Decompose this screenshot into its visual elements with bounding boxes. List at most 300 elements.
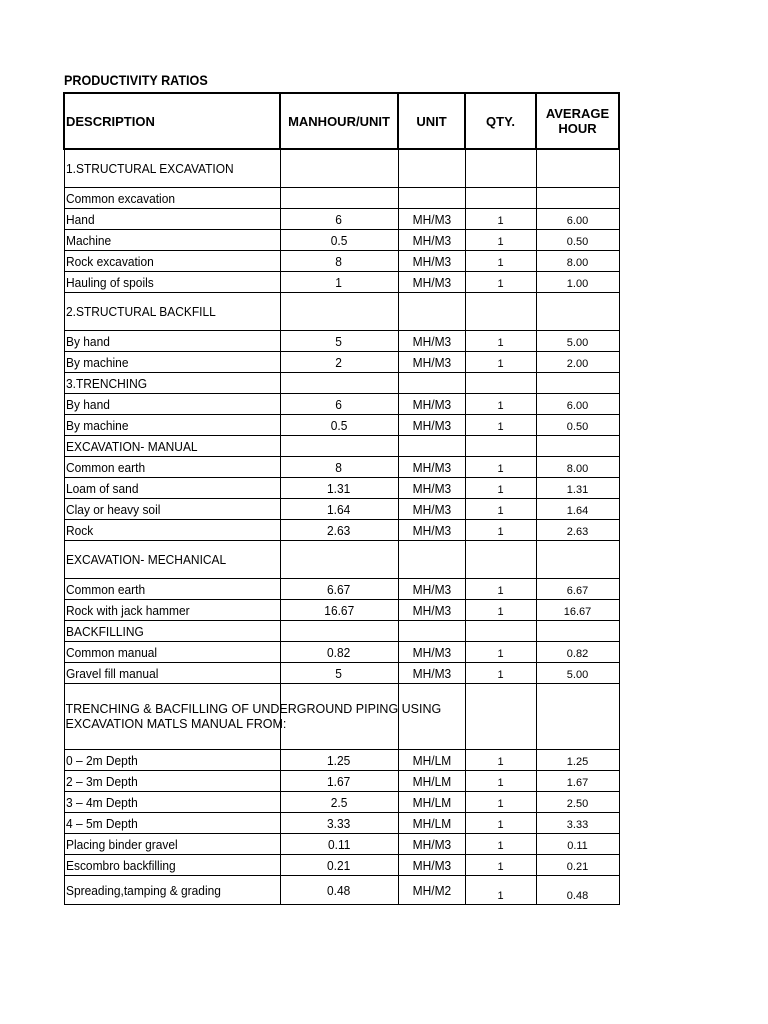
qty-cell — [465, 621, 536, 642]
description-cell — [64, 499, 280, 520]
qty-cell-text: 1 — [497, 358, 504, 370]
description-cell-text: By machine — [65, 417, 128, 433]
manhour-cell-text: 0.21 — [327, 857, 351, 873]
unit-cell — [398, 520, 465, 541]
qty-cell-text: 1 — [497, 484, 504, 496]
qty-cell-text: 1 — [497, 337, 504, 349]
manhour-cell-text: 6 — [335, 396, 343, 412]
unit-cell-text: MH/M3 — [412, 417, 451, 433]
description-cell-text: Rock — [65, 522, 93, 538]
header-description: DESCRIPTION — [64, 93, 280, 149]
qty-cell — [465, 855, 536, 876]
description-cell — [64, 188, 280, 209]
description-cell — [64, 352, 280, 373]
description-cell-text: Rock with jack hammer — [65, 602, 190, 618]
description-cell-text: Gravel fill manual — [65, 665, 158, 681]
qty-cell — [465, 394, 536, 415]
manhour-cell — [280, 394, 398, 415]
manhour-cell — [280, 272, 398, 293]
description-cell — [64, 621, 280, 642]
manhour-cell-text: 1.64 — [327, 501, 351, 517]
table-row — [64, 579, 619, 600]
manhour-cell — [280, 352, 398, 373]
manhour-cell-text: 5 — [335, 665, 343, 681]
table-row — [64, 771, 619, 792]
unit-cell — [398, 621, 465, 642]
section-row — [64, 621, 619, 642]
qty-cell-text: 1 — [497, 505, 504, 517]
manhour-cell-text: 0.5 — [330, 417, 348, 433]
unit-cell-text: MH/M3 — [412, 857, 451, 873]
unit-cell — [398, 415, 465, 436]
description-cell — [64, 855, 280, 876]
average-hour-cell — [536, 149, 619, 188]
average-hour-cell — [536, 663, 619, 684]
average-hour-cell — [536, 876, 619, 905]
manhour-cell — [280, 520, 398, 541]
average-hour-cell — [536, 230, 619, 251]
unit-cell — [398, 834, 465, 855]
description-cell-text: Placing binder gravel — [65, 836, 178, 852]
average-hour-cell — [536, 499, 619, 520]
table-row — [64, 876, 619, 905]
manhour-cell-text: 8 — [335, 459, 343, 475]
description-cell — [64, 415, 280, 436]
unit-cell-text: MH/M3 — [412, 232, 451, 248]
description-cell-text: Common manual — [65, 644, 157, 660]
manhour-cell — [280, 188, 398, 209]
average-hour-cell — [536, 771, 619, 792]
average-hour-cell-text: 0.21 — [566, 861, 589, 873]
unit-cell — [398, 771, 465, 792]
table-row — [64, 663, 619, 684]
manhour-cell — [280, 251, 398, 272]
average-hour-cell-text: 16.67 — [563, 606, 592, 618]
manhour-cell — [280, 293, 398, 331]
unit-cell — [398, 436, 465, 457]
section-row — [64, 293, 619, 331]
table-row — [64, 230, 619, 251]
manhour-cell-text: 2 — [335, 354, 343, 370]
qty-cell — [465, 478, 536, 499]
qty-cell — [465, 813, 536, 834]
description-cell-text: Escombro backfilling — [65, 857, 176, 873]
unit-cell-text: MH/M3 — [412, 480, 451, 496]
description-cell — [64, 272, 280, 293]
section-row — [64, 149, 619, 188]
description-cell — [64, 834, 280, 855]
table-row — [64, 352, 619, 373]
table-row — [64, 600, 619, 621]
unit-cell — [398, 541, 465, 579]
description-cell-text: Clay or heavy soil — [65, 501, 160, 517]
description-cell — [64, 457, 280, 478]
average-hour-cell-text: 0.48 — [566, 890, 589, 902]
qty-cell — [465, 188, 536, 209]
table-row — [64, 415, 619, 436]
manhour-cell — [280, 331, 398, 352]
description-cell — [64, 478, 280, 499]
table-row — [64, 855, 619, 876]
unit-cell — [398, 600, 465, 621]
unit-cell-text: MH/LM — [412, 815, 451, 831]
unit-cell — [398, 373, 465, 394]
description-cell-text: Common earth — [65, 459, 145, 475]
qty-cell-text: 1 — [497, 257, 504, 269]
qty-cell-text: 1 — [497, 463, 504, 475]
table-row — [64, 188, 619, 209]
manhour-cell-text: 1.31 — [327, 480, 351, 496]
average-hour-cell — [536, 373, 619, 394]
average-hour-cell-text: 0.11 — [567, 840, 588, 852]
average-hour-cell — [536, 272, 619, 293]
unit-cell — [398, 478, 465, 499]
manhour-cell-text: 0.5 — [330, 232, 348, 248]
table-row — [64, 209, 619, 230]
manhour-cell — [280, 621, 398, 642]
manhour-cell — [280, 771, 398, 792]
description-cell-text: Spreading,tamping & grading — [65, 882, 221, 898]
description-cell — [64, 541, 280, 579]
qty-cell — [465, 230, 536, 251]
qty-cell-text: 1 — [497, 840, 504, 852]
manhour-cell-text: 8 — [335, 253, 343, 269]
manhour-cell — [280, 792, 398, 813]
unit-cell — [398, 499, 465, 520]
average-hour-cell-text: 2.63 — [566, 526, 589, 538]
description-cell — [64, 436, 280, 457]
unit-cell — [398, 293, 465, 331]
description-cell — [64, 600, 280, 621]
table-row — [64, 272, 619, 293]
description-cell — [64, 520, 280, 541]
table-row — [64, 834, 619, 855]
average-hour-cell — [536, 478, 619, 499]
qty-cell — [465, 209, 536, 230]
manhour-cell-text: 1 — [335, 274, 343, 290]
description-cell-text: By machine — [65, 354, 128, 370]
description-cell-text: 0 – 2m Depth — [65, 752, 138, 768]
description-cell-text: Hand — [65, 211, 95, 227]
section-row — [64, 684, 619, 750]
description-cell — [64, 149, 280, 188]
unit-cell — [398, 792, 465, 813]
average-hour-cell-text: 8.00 — [566, 463, 589, 475]
qty-cell — [465, 499, 536, 520]
header-average-line2: HOUR — [558, 121, 597, 136]
description-cell — [64, 771, 280, 792]
qty-cell-text: 1 — [497, 278, 504, 290]
manhour-cell-text: 0.48 — [327, 882, 351, 898]
average-hour-cell-text: 0.82 — [566, 648, 589, 660]
description-cell — [64, 230, 280, 251]
unit-cell-text: MH/M3 — [412, 602, 451, 618]
qty-cell — [465, 415, 536, 436]
qty-cell-text: 1 — [497, 819, 504, 831]
unit-cell-text: MH/M3 — [412, 459, 451, 475]
qty-cell-text: 1 — [497, 400, 504, 412]
manhour-cell — [280, 579, 398, 600]
average-hour-cell — [536, 642, 619, 663]
qty-cell — [465, 272, 536, 293]
unit-cell — [398, 876, 465, 905]
table-header-row — [64, 93, 619, 149]
description-cell-text: Common earth — [65, 581, 145, 597]
description-cell — [64, 813, 280, 834]
qty-cell-text: 1 — [497, 421, 504, 433]
manhour-cell-text: 5 — [335, 333, 343, 349]
table-row — [64, 478, 619, 499]
unit-cell-text: MH/LM — [412, 752, 451, 768]
description-cell — [64, 331, 280, 352]
manhour-cell — [280, 663, 398, 684]
unit-cell-text: MH/M3 — [412, 836, 451, 852]
unit-cell — [398, 663, 465, 684]
header-qty: QTY. — [465, 93, 536, 149]
table-row — [64, 457, 619, 478]
qty-cell-text: 1 — [497, 890, 504, 902]
table-row — [64, 642, 619, 663]
average-hour-cell-text: 8.00 — [566, 257, 589, 269]
manhour-cell-text: 0.82 — [327, 644, 351, 660]
qty-cell-text: 1 — [497, 585, 504, 597]
manhour-cell — [280, 541, 398, 579]
qty-cell — [465, 663, 536, 684]
average-hour-cell-text: 1.64 — [566, 505, 589, 517]
description-cell-text: Loam of sand — [65, 480, 138, 496]
description-cell-text: EXCAVATION- MECHANICAL — [65, 552, 226, 567]
manhour-cell — [280, 499, 398, 520]
average-hour-cell-text: 1.25 — [566, 756, 589, 768]
manhour-cell — [280, 230, 398, 251]
qty-cell — [465, 834, 536, 855]
header-average-line1: AVERAGE — [545, 106, 610, 121]
section-row — [64, 541, 619, 579]
average-hour-cell — [536, 394, 619, 415]
average-hour-cell — [536, 855, 619, 876]
unit-cell-text: MH/M3 — [412, 274, 451, 290]
manhour-cell — [280, 373, 398, 394]
manhour-cell — [280, 750, 398, 771]
description-cell-text: 2.STRUCTURAL BACKFILL — [65, 304, 216, 319]
qty-cell — [465, 541, 536, 579]
unit-cell — [398, 855, 465, 876]
average-hour-cell — [536, 251, 619, 272]
average-hour-cell-text: 1.00 — [566, 278, 589, 290]
unit-cell-text: MH/M3 — [412, 396, 451, 412]
unit-cell-text: MH/M2 — [412, 882, 451, 898]
section-row — [64, 436, 619, 457]
qty-cell — [465, 684, 536, 750]
qty-cell-text: 1 — [497, 236, 504, 248]
unit-cell-text: MH/LM — [412, 794, 451, 810]
manhour-cell — [280, 600, 398, 621]
description-cell — [64, 750, 280, 771]
average-hour-cell-text: 0.50 — [566, 421, 589, 433]
unit-cell — [398, 394, 465, 415]
unit-cell — [398, 352, 465, 373]
manhour-cell-text: 1.67 — [327, 773, 351, 789]
unit-cell-text: MH/M3 — [412, 522, 451, 538]
average-hour-cell — [536, 792, 619, 813]
description-cell — [64, 579, 280, 600]
qty-cell-text: 1 — [497, 606, 504, 618]
description-cell — [64, 373, 280, 394]
qty-cell — [465, 600, 536, 621]
manhour-cell — [280, 876, 398, 905]
manhour-cell-text: 0.11 — [327, 836, 351, 852]
unit-cell — [398, 750, 465, 771]
average-hour-cell — [536, 188, 619, 209]
unit-cell-text: MH/LM — [412, 773, 451, 789]
description-cell-text: 4 – 5m Depth — [65, 815, 138, 831]
description-cell-text: By hand — [65, 396, 110, 412]
qty-cell — [465, 293, 536, 331]
unit-cell — [398, 331, 465, 352]
description-cell — [64, 209, 280, 230]
qty-cell-text: 1 — [497, 756, 504, 768]
manhour-cell-text: 16.67 — [324, 602, 354, 618]
unit-cell — [398, 813, 465, 834]
section-row — [64, 373, 619, 394]
table-row — [64, 499, 619, 520]
manhour-cell-text: 6.67 — [327, 581, 351, 597]
qty-cell — [465, 520, 536, 541]
unit-cell-text: MH/M3 — [412, 501, 451, 517]
table-body — [64, 149, 619, 905]
description-cell — [64, 684, 442, 750]
manhour-cell-text: 3.33 — [327, 815, 351, 831]
qty-cell — [465, 876, 536, 905]
manhour-cell-text: 6 — [335, 211, 343, 227]
productivity-table — [63, 92, 620, 905]
header-manhour: MANHOUR/UNIT — [280, 93, 398, 149]
description-cell-text: By hand — [65, 333, 110, 349]
description-cell-text: 3 – 4m Depth — [65, 794, 138, 810]
manhour-cell — [280, 457, 398, 478]
qty-cell — [465, 149, 536, 188]
description-cell — [64, 251, 280, 272]
qty-cell-text: 1 — [497, 777, 504, 789]
page-title: PRODUCTIVITY RATIOS — [64, 72, 208, 88]
qty-cell — [465, 792, 536, 813]
table-row — [64, 394, 619, 415]
description-cell-text: Rock excavation — [65, 253, 154, 269]
table-row — [64, 520, 619, 541]
qty-cell-text: 1 — [497, 861, 504, 873]
manhour-cell — [280, 642, 398, 663]
unit-cell-text: MH/M3 — [412, 211, 451, 227]
unit-cell — [398, 642, 465, 663]
average-hour-cell — [536, 436, 619, 457]
description-cell-text: 2 – 3m Depth — [65, 773, 138, 789]
manhour-cell — [280, 415, 398, 436]
qty-cell — [465, 750, 536, 771]
average-hour-cell — [536, 579, 619, 600]
description-cell — [64, 394, 280, 415]
unit-cell — [398, 209, 465, 230]
average-hour-cell-text: 1.31 — [566, 484, 589, 496]
table-row — [64, 792, 619, 813]
unit-cell-text: MH/M3 — [412, 333, 451, 349]
qty-cell — [465, 352, 536, 373]
qty-cell — [465, 457, 536, 478]
description-cell-text: Hauling of spoils — [65, 274, 154, 290]
description-cell — [64, 792, 280, 813]
qty-cell-text: 1 — [497, 648, 504, 660]
qty-cell — [465, 331, 536, 352]
description-cell-text: Machine — [65, 232, 111, 248]
manhour-cell-text: 2.5 — [330, 794, 348, 810]
description-cell-text: 3.TRENCHING — [65, 375, 147, 391]
table-row — [64, 251, 619, 272]
average-hour-cell-text: 2.50 — [566, 798, 589, 810]
table-row — [64, 813, 619, 834]
manhour-cell — [280, 209, 398, 230]
unit-cell-text: MH/M3 — [412, 665, 451, 681]
qty-cell — [465, 579, 536, 600]
header-average-hour — [536, 93, 619, 149]
average-hour-cell-text: 1.67 — [566, 777, 589, 789]
unit-cell — [398, 272, 465, 293]
qty-cell-text: 1 — [497, 798, 504, 810]
unit-cell-text: MH/M3 — [412, 253, 451, 269]
description-cell — [64, 293, 280, 331]
qty-cell-text: 1 — [497, 526, 504, 538]
unit-cell-text: MH/M3 — [412, 354, 451, 370]
average-hour-cell — [536, 684, 619, 750]
description-cell-text: Common excavation — [65, 190, 175, 206]
average-hour-cell-text: 3.33 — [566, 819, 589, 831]
average-hour-cell — [536, 541, 619, 579]
table-row — [64, 331, 619, 352]
description-cell-text: 1.STRUCTURAL EXCAVATION — [65, 161, 234, 176]
average-hour-cell — [536, 813, 619, 834]
average-hour-cell-text: 5.00 — [566, 337, 589, 349]
average-hour-cell — [536, 600, 619, 621]
average-hour-cell-text: 0.50 — [566, 236, 589, 248]
average-hour-cell — [536, 750, 619, 771]
qty-cell — [465, 642, 536, 663]
average-hour-cell — [536, 621, 619, 642]
description-cell-text: EXCAVATION- MANUAL — [65, 438, 198, 454]
manhour-cell — [280, 855, 398, 876]
manhour-cell — [280, 813, 398, 834]
description-cell — [64, 876, 280, 905]
manhour-cell — [280, 834, 398, 855]
average-hour-cell-text: 2.00 — [566, 358, 589, 370]
average-hour-cell — [536, 352, 619, 373]
average-hour-cell — [536, 415, 619, 436]
average-hour-cell — [536, 293, 619, 331]
unit-cell — [398, 579, 465, 600]
description-cell-text: BACKFILLING — [65, 623, 144, 639]
average-hour-cell — [536, 834, 619, 855]
unit-cell — [398, 251, 465, 272]
manhour-cell-text: 2.63 — [327, 522, 351, 538]
description-cell — [64, 642, 280, 663]
qty-cell-text: 1 — [497, 215, 504, 227]
manhour-cell — [280, 149, 398, 188]
average-hour-cell-text: 5.00 — [566, 669, 589, 681]
table-row — [64, 750, 619, 771]
header-unit: UNIT — [398, 93, 465, 149]
average-hour-cell-text: 6.00 — [566, 400, 589, 412]
unit-cell — [398, 188, 465, 209]
unit-cell — [398, 149, 465, 188]
manhour-cell-text: 1.25 — [327, 752, 351, 768]
qty-cell — [465, 373, 536, 394]
